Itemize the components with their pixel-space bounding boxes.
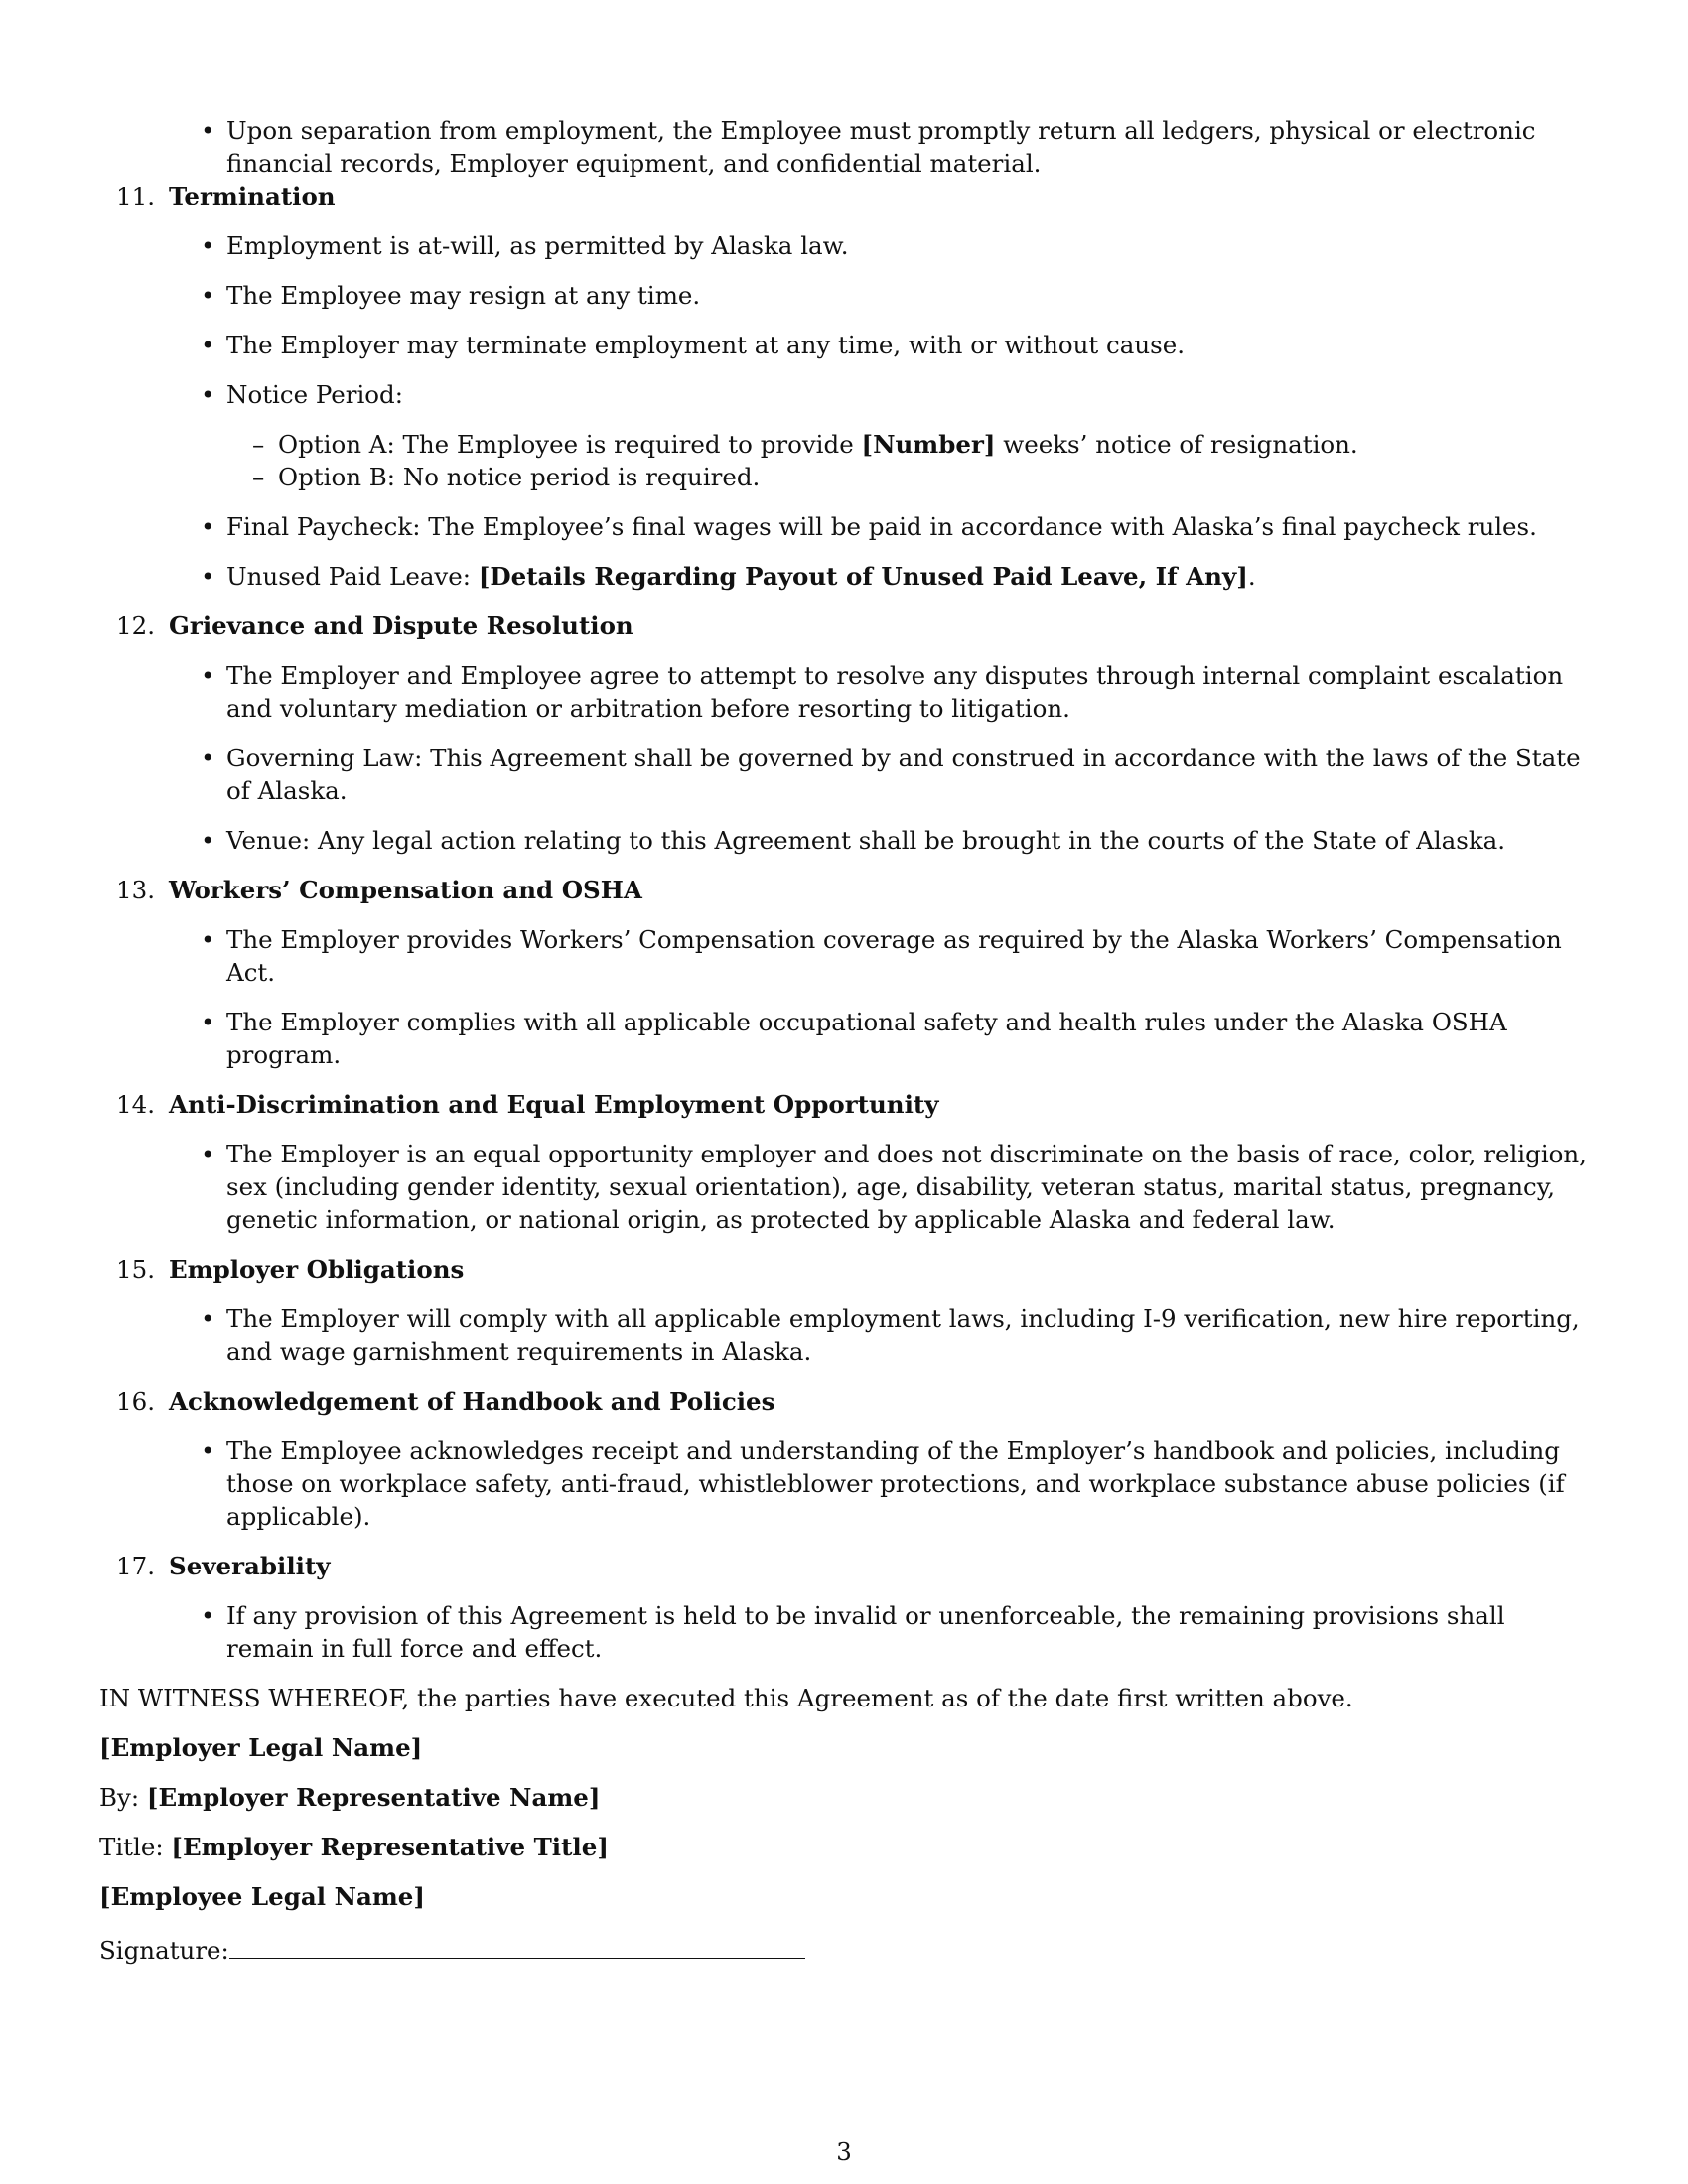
section-workers-compensation — [99, 874, 1589, 1071]
section-employer-obligations — [99, 1253, 1589, 1368]
section-number: 15. — [116, 1255, 155, 1284]
section-number: 16. — [116, 1387, 155, 1416]
section-anti-discrimination — [99, 1088, 1589, 1236]
list-item: • The Employer may terminate employment at any time, with or without cause. — [226, 329, 1589, 361]
section-heading — [99, 1088, 1589, 1121]
option-a — [278, 428, 1589, 461]
option-b: – Option B: No notice period is required. — [278, 461, 1589, 493]
section-bullets — [99, 1434, 1589, 1533]
section-termination — [99, 180, 1589, 593]
list-item: • The Employer will comply with all applicable employment laws, including I-9 verification, new hire reporting, and wage garnishment requirements in Alaska. — [226, 1302, 1589, 1368]
section-bullets — [99, 229, 1589, 593]
section-title: Acknowledgement of Handbook and Policies — [169, 1387, 775, 1416]
section-number: 12. — [116, 612, 155, 640]
section-bullets — [99, 659, 1589, 857]
section-title: Termination — [169, 182, 336, 210]
document-content — [99, 97, 1589, 1983]
list-item: • The Employer and Employee agree to attempt to resolve any disputes through internal complaint escalation and voluntary mediation or arbitration before resorting to litigation. — [226, 659, 1589, 725]
section-title: Severability — [169, 1552, 331, 1580]
section-heading — [99, 1550, 1589, 1582]
representative-title-placeholder: [Employer Representative Title] — [171, 1833, 609, 1861]
list-item: • If any provision of this Agreement is held to be invalid or unenforceable, the remaining provisions shall remain in full force and effect. — [226, 1599, 1589, 1665]
signature-line — [99, 1930, 1589, 1967]
section-number: 11. — [116, 182, 155, 210]
list-item: • The Employee may resign at any time. — [226, 279, 1589, 312]
section-bullets — [99, 1599, 1589, 1665]
section-heading — [99, 180, 1589, 212]
section-bullets — [99, 923, 1589, 1071]
representative-name-placeholder: [Employer Representative Name] — [146, 1783, 601, 1812]
return-materials-bullet: • Upon separation from employment, the Employee must promptly return all ledgers, physical or electronic financial records, Employer equipment, and confidential material. — [226, 114, 1589, 180]
notice-period-label: Notice Period: — [226, 380, 403, 409]
by-line — [99, 1781, 1589, 1814]
list-item: • The Employer is an equal opportunity employer and does not discriminate on the basis of race, color, religion, sex (including gender identity, sexual orientation), age, disability, veteran status, marital status, pregnancy, genetic information, or national origin, as protected by applicable Alaska and federal law. — [226, 1138, 1589, 1236]
section-number: 17. — [116, 1552, 155, 1580]
unused-leave-label: Unused Paid Leave: — [226, 562, 479, 591]
notice-period-item — [226, 378, 1589, 493]
continued-bullet-list — [99, 114, 1589, 180]
list-item: • The Employer provides Workers’ Compensation coverage as required by the Alaska Workers’ Compensation Act. — [226, 923, 1589, 989]
list-item: • Governing Law: This Agreement shall be governed by and construed in accordance with the laws of the State of Alaska. — [226, 742, 1589, 807]
sections-list — [99, 180, 1589, 1665]
employer-name-placeholder: [Employer Legal Name] — [99, 1733, 423, 1762]
section-title: Grievance and Dispute Resolution — [169, 612, 633, 640]
section-number: 14. — [116, 1090, 155, 1119]
section-handbook-acknowledgement — [99, 1385, 1589, 1533]
list-item: • Final Paycheck: The Employee’s final wages will be paid in accordance with Alaska’s final paycheck rules. — [226, 510, 1589, 543]
section-number: 13. — [116, 876, 155, 904]
section-heading — [99, 610, 1589, 642]
number-placeholder: [Number] — [861, 430, 996, 459]
section-grievance — [99, 610, 1589, 857]
list-item: • Venue: Any legal action relating to this Agreement shall be brought in the courts of the State of Alaska. — [226, 824, 1589, 857]
option-a-suffix: weeks’ notice of resignation. — [995, 430, 1358, 459]
employer-name-line — [99, 1731, 1589, 1764]
title-label: Title: — [99, 1833, 172, 1861]
option-a-text: Option A: The Employee is required to provide — [278, 430, 862, 459]
witness-statement: IN WITNESS WHEREOF, the parties have executed this Agreement as of the date first written above. — [99, 1684, 1353, 1712]
unused-leave-item — [226, 560, 1589, 593]
section-bullets — [99, 1138, 1589, 1236]
section-severability — [99, 1550, 1589, 1665]
section-title: Employer Obligations — [169, 1255, 465, 1284]
unused-leave-suffix: . — [1247, 562, 1256, 591]
section-bullets — [99, 1302, 1589, 1368]
employee-name-placeholder: [Employee Legal Name] — [99, 1882, 425, 1911]
notice-options — [226, 428, 1589, 493]
by-label: By: — [99, 1783, 147, 1812]
unused-leave-placeholder: [Details Regarding Payout of Unused Paid Leave, If Any] — [478, 562, 1248, 591]
list-item: • The Employer complies with all applicable occupational safety and health rules under the Alaska OSHA program. — [226, 1006, 1589, 1071]
section-title: Workers’ Compensation and OSHA — [169, 876, 642, 904]
section-heading — [99, 874, 1589, 906]
employee-name-line — [99, 1880, 1589, 1913]
section-heading — [99, 1253, 1589, 1286]
signature-field[interactable] — [229, 1930, 805, 1959]
list-item: • The Employee acknowledges receipt and understanding of the Employer’s handbook and policies, including those on workplace safety, anti-fraud, whistleblower protections, and workplace substance abuse policies (if applicable). — [226, 1434, 1589, 1533]
section-heading — [99, 1385, 1589, 1418]
list-item: • Employment is at-will, as permitted by Alaska law. — [226, 229, 1589, 262]
section-title: Anti-Discrimination and Equal Employment Opportunity — [169, 1090, 939, 1119]
page-number: 3 — [836, 2137, 852, 2166]
title-line — [99, 1831, 1589, 1863]
signature-label: Signature: — [99, 1936, 229, 1965]
